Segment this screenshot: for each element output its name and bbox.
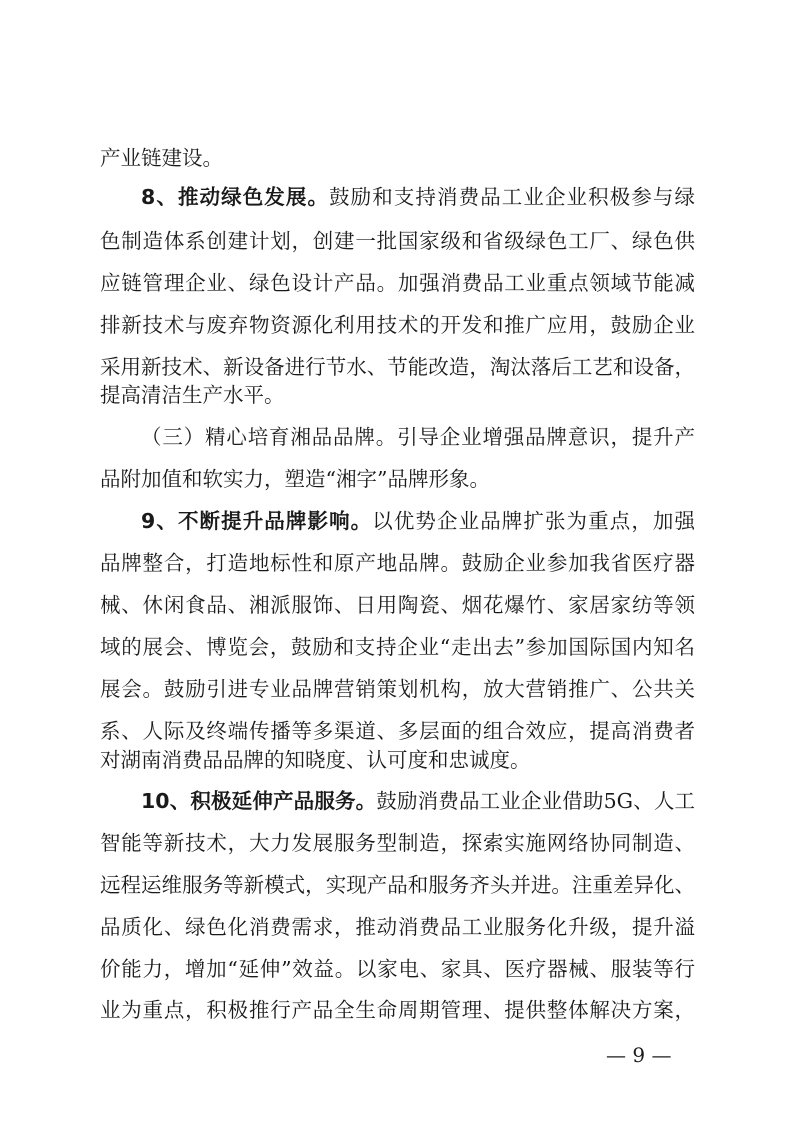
paragraph-line: 业为重点，积极推行产品全生命周期管理、提供整体解决方案， xyxy=(100,998,695,1022)
paragraph-line: 应链管理企业、绿色设计产品。加强消费品工业重点领域节能减 xyxy=(100,271,695,295)
paragraph-line: 械、休闲食品、湘派服饰、日用陶瓷、烟花爆竹、家居家纺等领 xyxy=(100,593,695,617)
section-heading: 9、不断提升品牌影响。 xyxy=(141,509,373,533)
paragraph-line: 对湖南消费品品牌的知晓度、认可度和忠诚度。 xyxy=(100,748,531,772)
paragraph-line: 产业链建设。 xyxy=(100,146,223,170)
paragraph-line: 品牌整合，打造地标性和原产地品牌。鼓励企业参加我省医疗器 xyxy=(100,551,695,575)
paragraph-line: 色制造体系创建计划，创建一批国家级和省级绿色工厂、绿色供 xyxy=(100,229,695,253)
heading-line-product-service: 10、积极延伸产品服务。鼓励消费品工业企业借助5G、人工 xyxy=(141,789,695,813)
heading-line-green-development: 8、推动绿色发展。鼓励和支持消费品工业企业积极参与绿 xyxy=(141,185,695,209)
section-heading: 10、积极延伸产品服务。 xyxy=(141,789,377,813)
heading-line-brand-influence: 9、不断提升品牌影响。以优势企业品牌扩张为重点，加强 xyxy=(141,509,695,533)
page-number: — 9 — xyxy=(606,1043,672,1067)
subsection-line: （三）精心培育湘品品牌。引导企业增强品牌意识，提升产 xyxy=(141,425,695,449)
paragraph-line: 价能力，增加“延伸”效益。以家电、家具、医疗器械、服装等行 xyxy=(100,957,695,981)
paragraph-line: 排新技术与废弃物资源化利用技术的开发和推广应用，鼓励企业 xyxy=(100,313,695,337)
paragraph-line: 品附加值和软实力，塑造“湘字”品牌形象。 xyxy=(100,467,490,491)
paragraph-line: 域的展会、博览会，鼓励和支持企业“走出去”参加国际国内知名 xyxy=(100,635,695,659)
section-heading: 8、推动绿色发展。 xyxy=(141,185,330,209)
paragraph-line: 远程运维服务等新模式，实现产品和服务齐头并进。注重差异化、 xyxy=(100,873,695,897)
paragraph-line: 智能等新技术，大力发展服务型制造，探索实施网络协同制造、 xyxy=(100,831,695,855)
paragraph-line: 采用新技术、新设备进行节水、节能改造，淘汰落后工艺和设备， xyxy=(100,355,695,379)
paragraph-line: 系、人际及终端传播等多渠道、多层面的组合效应，提高消费者 xyxy=(100,719,695,743)
paragraph-line: 品质化、绿色化消费需求，推动消费品工业服务化升级，提升溢 xyxy=(100,915,695,939)
paragraph-line: 展会。鼓励引进专业品牌营销策划机构，放大营销推广、公共关 xyxy=(100,677,695,701)
paragraph-line: 提高清洁生产水平。 xyxy=(100,383,285,407)
